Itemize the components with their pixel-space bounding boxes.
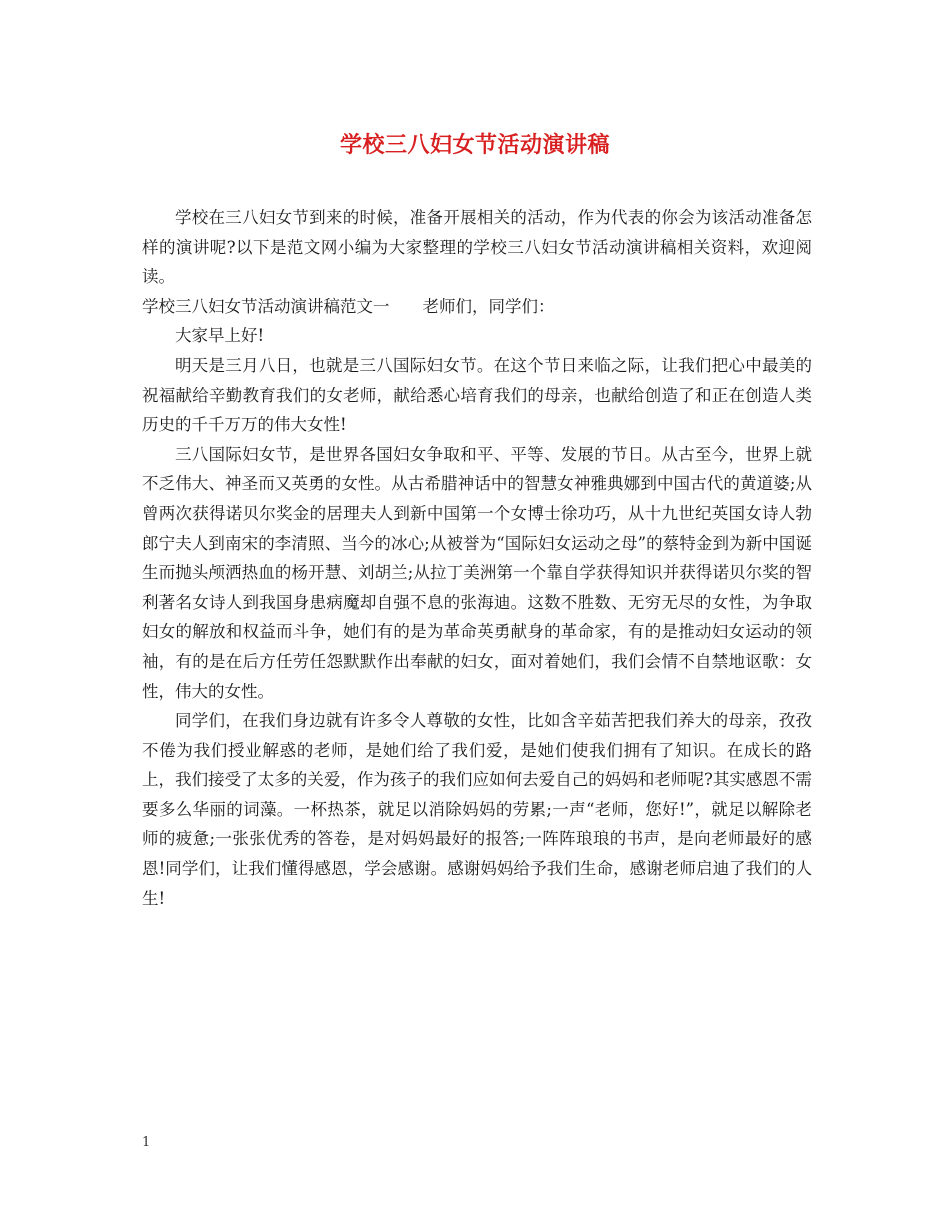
paragraph-greeting: 大家早上好! — [175, 326, 265, 346]
paragraph-intro: 学校在三八妇女节到来的时候，准备开展相关的活动，作为代表的你会为该活动准备怎样的演讲呢?以下是范文网小编为大家整理的学校三八妇女节活动演讲稿相关资料，欢迎阅读。 — [142, 208, 812, 287]
document-title: 学校三八妇女节活动演讲稿 — [339, 132, 610, 158]
page-number: 1 — [142, 1135, 151, 1150]
document-body — [142, 203, 812, 913]
paragraph-womens-day: 明天是三月八日，也就是三八国际妇女节。在这个节日来临之际，让我们把心中最美的祝福献给辛勤教育我们的女老师，献给悉心培育我们的母亲，也献给创造了和正在创造人类历史的千千万万的伟大女性! — [142, 355, 812, 435]
paragraph-history: 三八国际妇女节，是世界各国妇女争取和平、平等、发展的节日。从古至今，世界上就不乏伟大、神圣而又英勇的女性。从古希腊神话中的智慧女神雅典娜到中国古代的黄道婆;从曾两次获得诺贝尔奖金的居理夫人到新中国第一个女博士徐功巧，从十九世纪英国女诗人勃郎宁夫人到南宋的李清照、当今的冰心;从被誉为“国际妇女运动之母”的蔡特金到为新中国诞生而抛头颅洒热血的杨开慧、刘胡兰;从拉丁美洲第一个靠自学获得知识并获得诺贝尔奖的智利著名女诗人到我国身患病魔却自强不息的张海迪。这数不胜数、无穷无尽的女性，为争取妇女的解放和权益而斗争，她们有的是为革命英勇献身的革命家，有的是推动妇女运动的领袖，有的是在后方任劳任怨默默作出奉献的妇女，面对着她们，我们会情不自禁地讴歌：女性，伟大的女性。 — [142, 444, 812, 701]
paragraph-gratitude: 同学们，在我们身边就有许多令人尊敬的女性，比如含辛茹苦把我们养大的母亲，孜孜不倦为我们授业解惑的老师，是她们给了我们爱，是她们使我们拥有了知识。在成长的路上，我们接受了太多的关爱，作为孩子的我们应如何去爱自己的妈妈和老师呢?其实感恩不需要多么华丽的词藻。一杯热茶，就足以消除妈妈的劳累;一声“老师，您好!”，就足以解除老师的疲惫;一张张优秀的答卷，是对妈妈最好的报答;一阵阵琅琅的书声，是向老师最好的感恩!同学们，让我们懂得感恩，学会感谢。感谢妈妈给予我们生命，感谢老师启迪了我们的人生! — [142, 711, 812, 908]
paragraph-section-heading: 学校三八妇女节活动演讲稿范文一 老师们，同学们： — [142, 296, 555, 316]
